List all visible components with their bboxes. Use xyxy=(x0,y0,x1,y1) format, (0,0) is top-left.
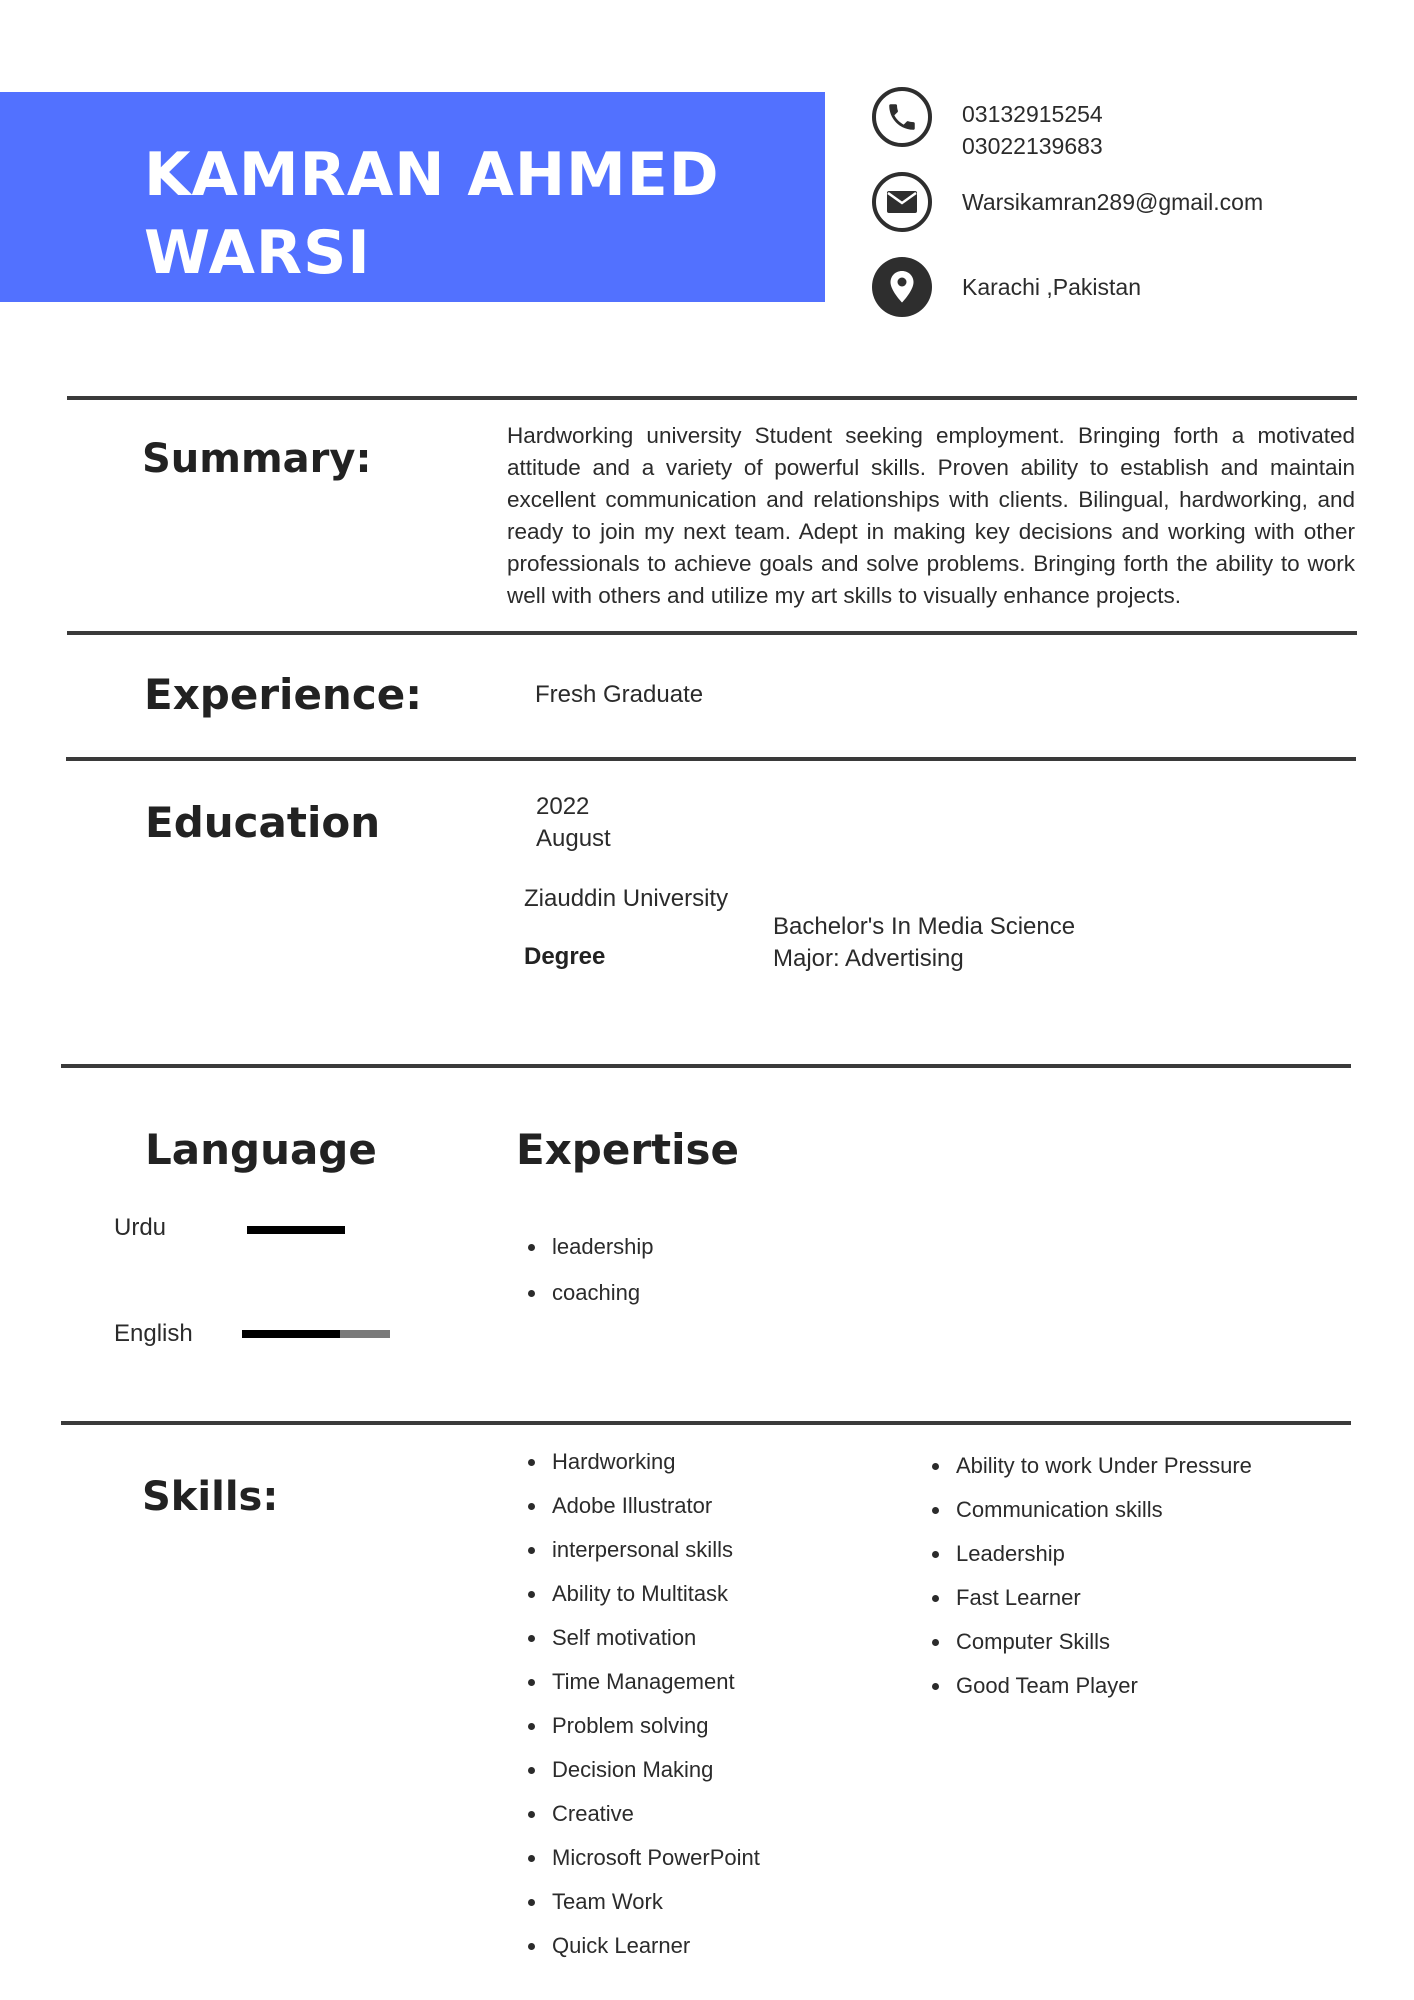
list-item: Computer Skills xyxy=(930,1620,1252,1664)
skills-heading: Skills: xyxy=(142,1474,279,1520)
list-item: Communication skills xyxy=(930,1488,1252,1532)
list-item: Leadership xyxy=(930,1532,1252,1576)
degree-major: Major: Advertising xyxy=(773,945,964,972)
language-english-bar-fill xyxy=(242,1330,340,1338)
email-link[interactable]: Warsikamran289@gmail.com xyxy=(962,189,1264,215)
expertise-heading: Expertise xyxy=(516,1125,740,1174)
language-english-label: English xyxy=(114,1320,193,1347)
list-item: coaching xyxy=(526,1270,654,1316)
degree-name: Bachelor's In Media Science xyxy=(773,913,1076,940)
education-year: 2022 xyxy=(536,793,590,820)
list-item: Quick Learner xyxy=(526,1924,760,1968)
language-urdu-label: Urdu xyxy=(114,1214,167,1241)
list-item: Hardworking xyxy=(526,1440,760,1484)
skills-list-column-2 xyxy=(930,1444,1252,1708)
summary-text: Hardworking university Student seeking employment. Bringing forth a motivated attitude and a variety of powerful skills. Proven ability to establish and maintain excellent communication and relationships with clients. Bilingual, hardworking, and ready to join my next team. Adept in making key decisions and working with other professionals to achieve goals and solve problems. Bringing forth the ability to work well with others and utilize my art skills to visually enhance projects. xyxy=(507,423,1355,608)
list-item: Ability to Multitask xyxy=(526,1572,760,1616)
name-line-2: WARSI xyxy=(144,218,371,288)
name-line-1: KAMRAN AHMED xyxy=(144,140,720,210)
list-item: Team Work xyxy=(526,1880,760,1924)
list-item: Problem solving xyxy=(526,1704,760,1748)
phone-number-2[interactable]: 03022139683 xyxy=(962,133,1103,159)
language-urdu-bar-fill xyxy=(247,1226,345,1234)
divider-skills-top xyxy=(61,1421,1351,1425)
list-item: Decision Making xyxy=(526,1748,760,1792)
list-item: Creative xyxy=(526,1792,760,1836)
expertise-list xyxy=(526,1224,654,1316)
list-item: Microsoft PowerPoint xyxy=(526,1836,760,1880)
phone-number-1[interactable]: 03132915254 xyxy=(962,101,1103,127)
education-heading: Education xyxy=(145,798,381,847)
phone-icon xyxy=(872,87,932,147)
list-item: Adobe Illustrator xyxy=(526,1484,760,1528)
education-month: August xyxy=(536,825,611,852)
list-item: Good Team Player xyxy=(930,1664,1252,1708)
list-item: interpersonal skills xyxy=(526,1528,760,1572)
degree-label: Degree xyxy=(524,943,606,970)
education-institution: Ziauddin University xyxy=(524,885,729,912)
divider-experience-top xyxy=(67,631,1357,635)
language-english-bar xyxy=(242,1330,390,1338)
language-heading: Language xyxy=(145,1125,377,1174)
summary-heading: Summary: xyxy=(142,436,372,482)
list-item: Self motivation xyxy=(526,1616,760,1660)
location-pin-icon xyxy=(872,257,932,317)
skills-list-column-1 xyxy=(526,1440,760,1968)
experience-value: Fresh Graduate xyxy=(535,681,704,708)
list-item: Ability to work Under Pressure xyxy=(930,1444,1252,1488)
language-urdu-bar xyxy=(247,1226,345,1234)
divider-summary-top xyxy=(67,396,1357,400)
list-item: Fast Learner xyxy=(930,1576,1252,1620)
mail-icon xyxy=(872,172,932,232)
list-item: leadership xyxy=(526,1224,654,1270)
experience-heading: Experience: xyxy=(144,670,423,719)
divider-education-top xyxy=(66,757,1356,761)
list-item: Time Management xyxy=(526,1660,760,1704)
divider-language-top xyxy=(61,1064,1351,1068)
location-text: Karachi ,Pakistan xyxy=(962,274,1141,300)
